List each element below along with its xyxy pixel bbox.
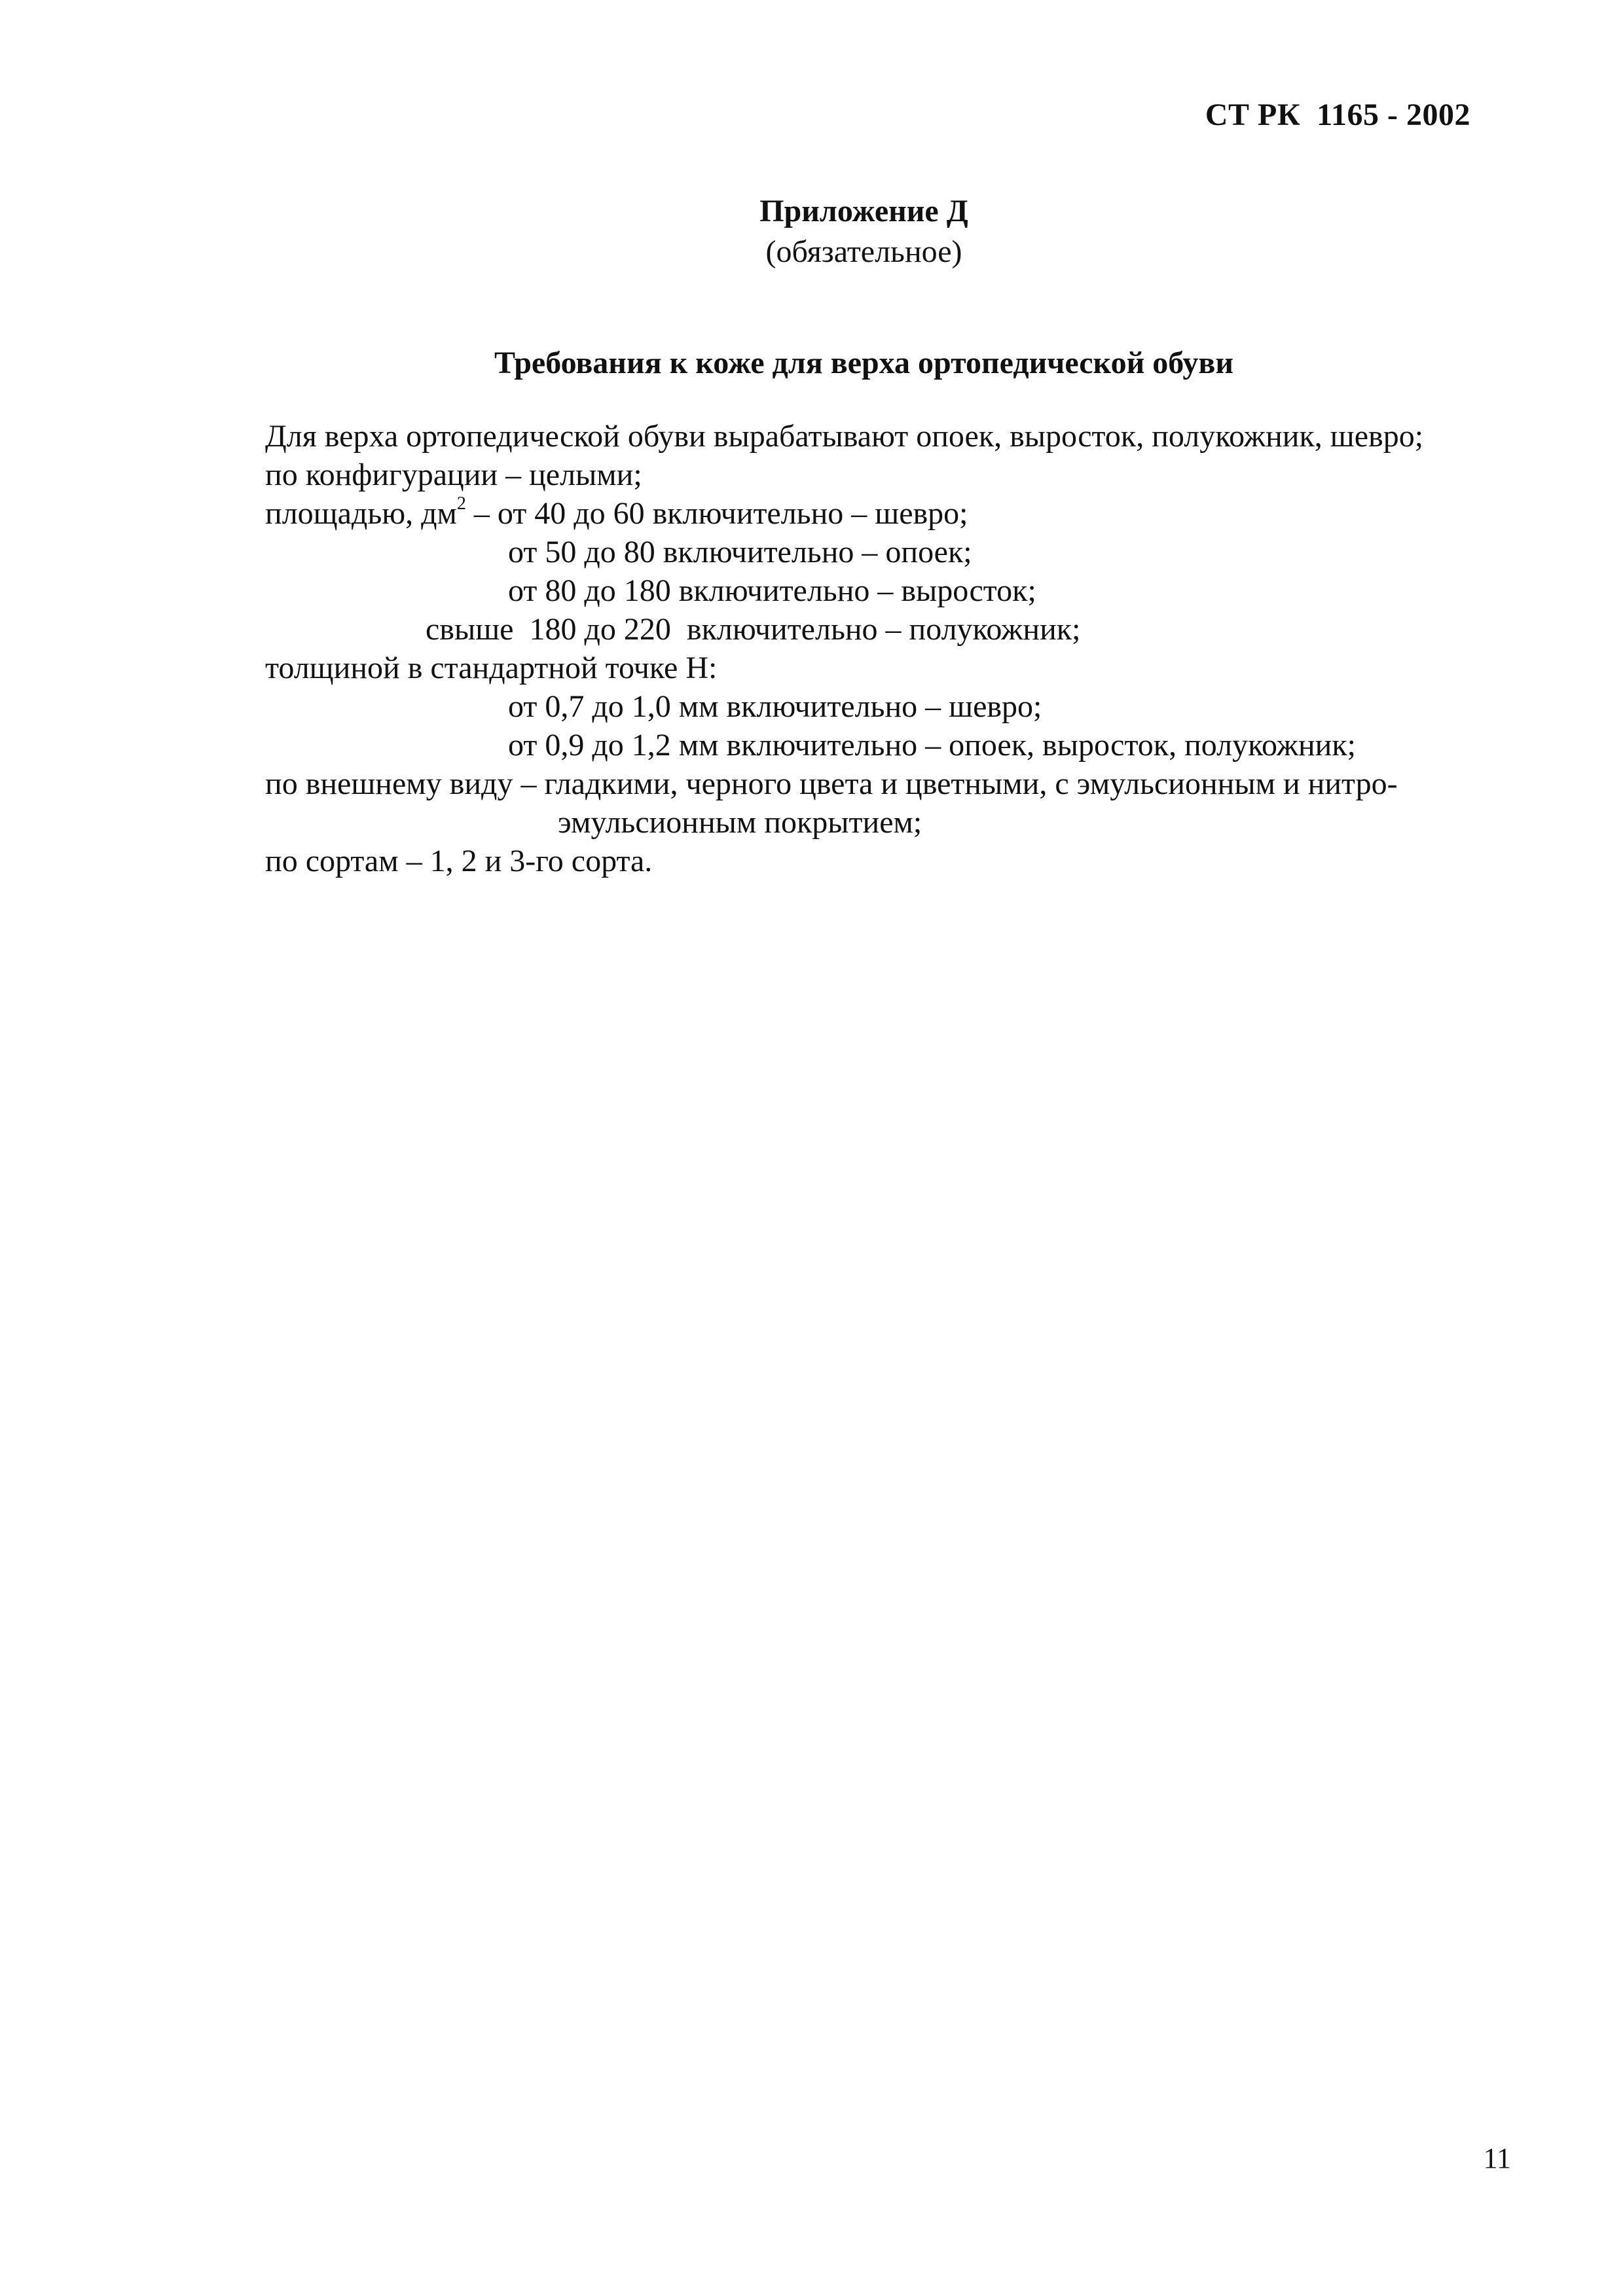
body-line-4: от 50 до 80 включительно – опоек; bbox=[508, 535, 972, 569]
page-number: 11 bbox=[1483, 2142, 1511, 2174]
appendix-title: Приложение Д bbox=[759, 194, 968, 228]
body-line-7: толщиной в стандартной точке Н: bbox=[265, 651, 718, 685]
body-line-1: Для верха ортопедической обуви вырабатывают опоек, выросток, полукожник, шевро; bbox=[265, 419, 1424, 454]
body-line-6: свыше 180 до 220 включительно – полукожник; bbox=[426, 612, 1081, 647]
body-line-3-suffix: – от 40 до 60 включительно – шевро; bbox=[465, 496, 968, 531]
body-line-11: эмульсионным покрытием; bbox=[558, 805, 922, 840]
body-line-2: по конфигурации – целыми; bbox=[265, 457, 642, 492]
body-line-10: по внешнему виду – гладкими, черного цвета и цветными, с эмульсионным и нитро- bbox=[265, 766, 1398, 801]
appendix-type: (обязательное) bbox=[765, 234, 962, 269]
body-line-3 bbox=[265, 493, 968, 531]
document-code: СТ РК 1165 - 2002 bbox=[1205, 98, 1470, 132]
body-line-5: от 80 до 180 включительно – выросток; bbox=[508, 573, 1036, 608]
body-line-9: от 0,9 до 1,2 мм включительно – опоек, выросток, полукожник; bbox=[508, 728, 1356, 762]
section-title: Требования к коже для верха ортопедической обуви bbox=[494, 346, 1233, 380]
body-line-8: от 0,7 до 1,0 мм включительно – шевро; bbox=[508, 689, 1042, 724]
superscript-2: 2 bbox=[456, 493, 466, 514]
body-line-12: по сортам – 1, 2 и 3-го сорта. bbox=[265, 844, 653, 878]
body-line-3-prefix: площадью, дм bbox=[265, 496, 457, 531]
